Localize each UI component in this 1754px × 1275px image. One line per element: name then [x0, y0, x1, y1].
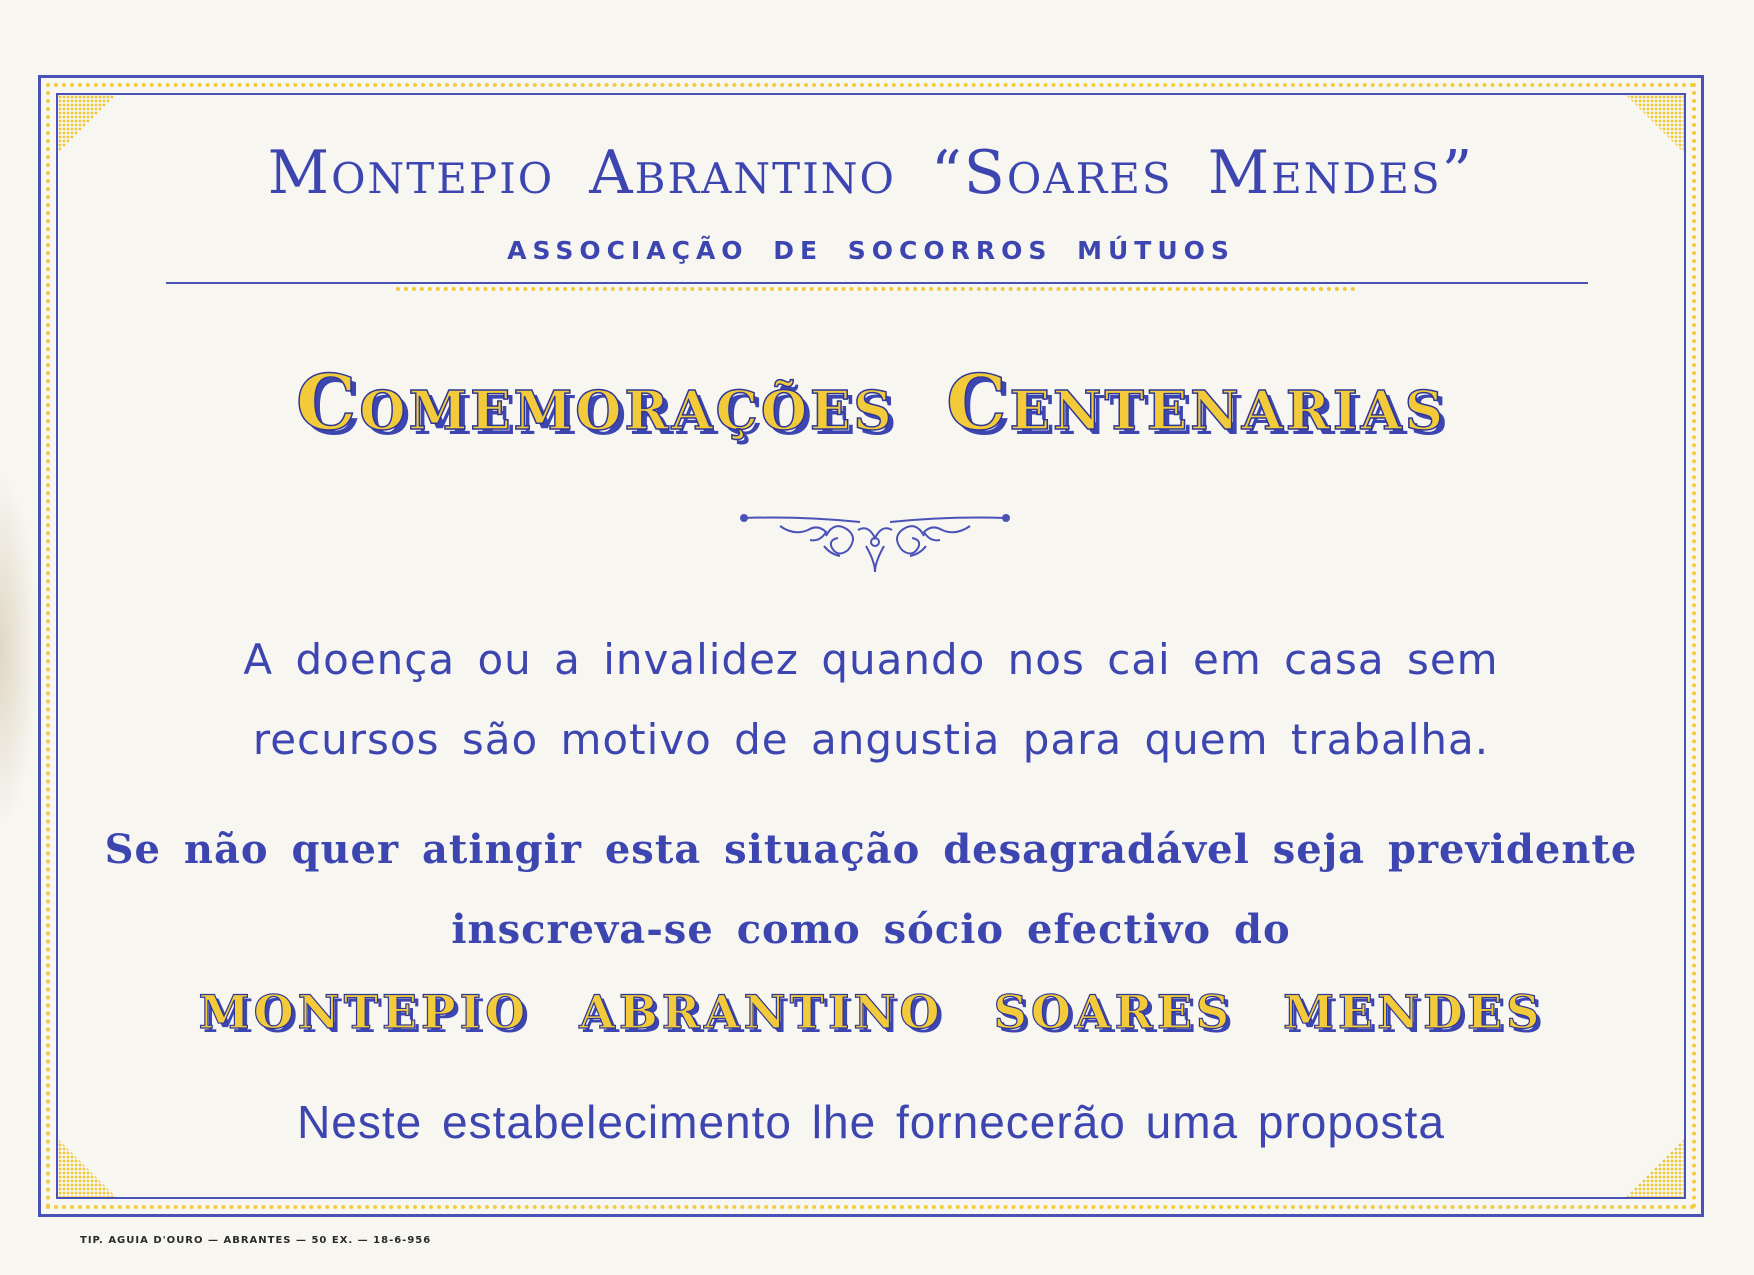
closing-line: Neste estabelecimento lhe fornecerão uma proposta: [297, 1096, 1445, 1148]
paragraph-illness: [56, 620, 1686, 780]
headline: Comemorações Centenarias: [295, 358, 1447, 447]
divider-rule: [166, 282, 1588, 284]
page-title: Montepio Abrantino “Soares Mendes”: [267, 138, 1475, 208]
paper-stain: [0, 470, 38, 830]
divider-dotted-rule: [396, 287, 1356, 291]
institution-name: MONTEPIO ABRANTINO SOARES MENDES: [198, 985, 1544, 1039]
paragraph-call-to-action: [56, 810, 1686, 970]
paragraph-line: recursos são motivo de angustia para quem trabalha.: [252, 715, 1490, 764]
paragraph-line: A doença ou a invalidez quando nos cai em casa sem: [243, 635, 1499, 684]
paragraph-line: inscreva-se como sócio efectivo do: [451, 906, 1291, 953]
paragraph-line: Se não quer atingir esta situação desagradável seja previdente: [104, 826, 1638, 873]
printer-imprint: TIP. AGUIA D'OURO — ABRANTES — 50 EX. — 18-6-956: [80, 1235, 432, 1246]
filigree-ornament-icon: [740, 512, 1010, 574]
subtitle: ASSOCIAÇÃO DE SOCORROS MÚTUOS: [507, 236, 1235, 265]
